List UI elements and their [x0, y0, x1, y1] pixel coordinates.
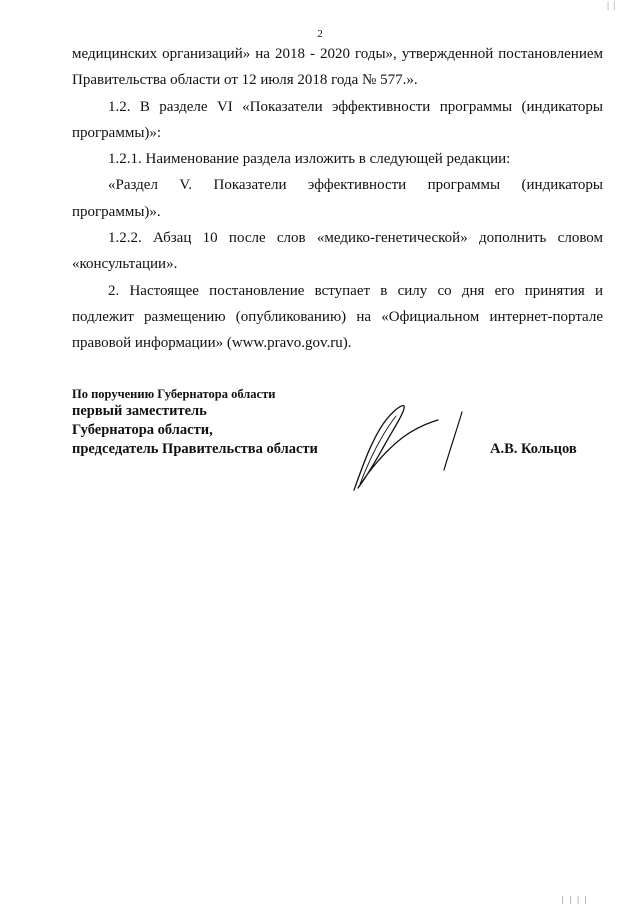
paragraph-1-2-1: 1.2.1. Наименование раздела изложить в следующей редакции: — [108, 151, 511, 168]
corner-mark: | | — [607, 0, 616, 10]
paragraph-2: 2. Настоящее постановление вступает в силу со дня его принятия и подлежит размещению (опубликованию) на «Официальном интернет-портале правовой информации» (www.pravo.gov.ru). — [72, 282, 603, 352]
paragraph-1-2: 1.2. В разделе VI «Показатели эффективности программы (индикаторы программы)»: — [72, 98, 603, 141]
signatory-title-line-3: председатель Правительства области — [72, 441, 318, 457]
paragraph-1-2-2: 1.2.2. Абзац 10 после слов «медико-генетической» дополнить словом «консультации». — [72, 230, 603, 273]
document-body — [72, 41, 603, 357]
handwritten-signature — [344, 398, 474, 494]
signatory-title-line-2: Губернатора области, — [72, 422, 213, 438]
signatory-title-line-1: первый заместитель — [72, 403, 207, 419]
paragraph-continuation: медицинских организаций» на 2018 - 2020 годы», утвержденной постановлением Правительства области от 12 июля 2018 года № 577.». — [72, 46, 603, 89]
signature-authority-note: По поручению Губернатора области — [72, 387, 276, 401]
signatory-position-block — [72, 386, 318, 459]
paragraph-section-title: «Раздел V. Показатели эффективности программы (индикаторы программы)». — [72, 177, 603, 220]
page-number: 2 — [317, 28, 323, 40]
signatory-name: А.В. Кольцов — [490, 441, 577, 457]
footer-mark: | | | | — [562, 895, 589, 904]
